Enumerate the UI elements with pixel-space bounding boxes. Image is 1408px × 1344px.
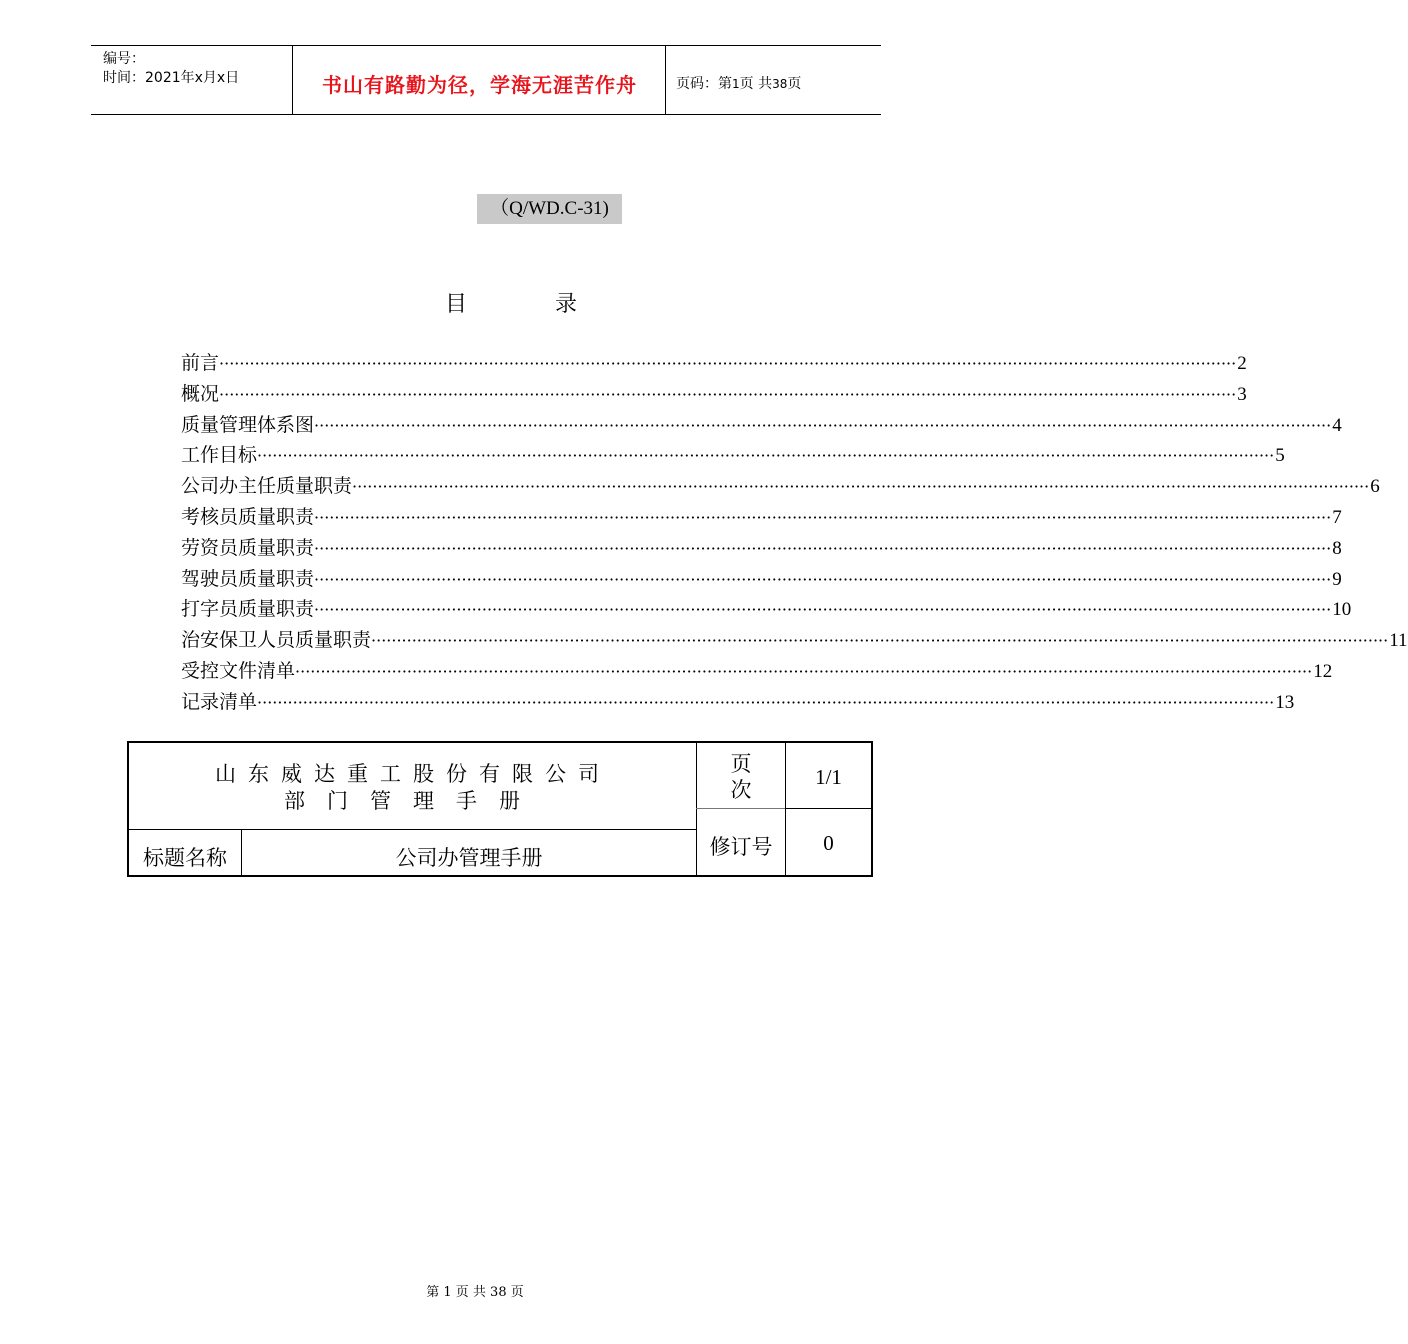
toc-entry-page: 11: [1389, 630, 1408, 652]
title-label: 标题名称: [143, 846, 227, 870]
toc-entry-page: 7: [1332, 506, 1342, 528]
company-name: [129, 761, 697, 815]
manual-info-table: [127, 741, 873, 877]
toc-entry[interactable]: [181, 440, 1285, 471]
toc-entry[interactable]: [181, 564, 1342, 595]
page-label-char: 页: [730, 752, 752, 776]
toc-leader: ········································································································································································································: [314, 415, 1332, 435]
toc-leader: ········································································································································································································: [219, 354, 1237, 373]
toc-entry-page: 13: [1275, 691, 1295, 713]
doc-date: 时间：2021年x月x日: [103, 70, 240, 86]
header-divider: [665, 46, 666, 114]
toc-leader: ········································································································································································································: [314, 538, 1332, 558]
document-code: （Q/WD.C-31): [477, 194, 622, 224]
header-motto: 书山有路勤为径，学海无涯苦作舟: [322, 73, 637, 97]
page-label-char: 次: [730, 778, 752, 802]
toc-entry[interactable]: [181, 471, 1380, 502]
toc-entry-page: 2: [1237, 353, 1247, 374]
page-middle: 页 共: [739, 76, 773, 92]
revision-label: 修订号: [709, 835, 773, 859]
page-prefix: 页码：第: [676, 76, 732, 92]
toc-entry-label: 劳资员质量职责: [181, 536, 315, 559]
toc-entry-page: 9: [1332, 568, 1342, 590]
toc-entry-label: 概况: [181, 382, 220, 405]
toc-entry-label: 考核员质量职责: [181, 505, 315, 528]
toc-entry-label: 打字员质量职责: [181, 598, 315, 621]
company-line: 山东威达重工股份有限公司: [215, 762, 611, 786]
toc-entry-label: 驾驶员质量职责: [181, 567, 315, 590]
page-value: 1/1: [815, 765, 842, 789]
toc-entry[interactable]: [181, 625, 1408, 656]
toc-entry[interactable]: [181, 379, 1247, 410]
page-header: [91, 45, 881, 115]
toc-entry-page: 8: [1332, 537, 1342, 559]
toc-entry[interactable]: [181, 687, 1295, 718]
title-value: 公司办管理手册: [395, 846, 543, 870]
toc-entry-page: 6: [1370, 476, 1380, 498]
toc-title-char: 录: [555, 292, 578, 317]
page-label: [697, 751, 785, 803]
toc-entry-page: 4: [1332, 414, 1342, 436]
toc-entry-label: 工作目标: [181, 444, 258, 467]
table-of-contents: [181, 348, 1408, 718]
toc-entry[interactable]: [181, 502, 1342, 533]
page-suffix: 页: [787, 76, 802, 92]
toc-leader: ········································································································································································································: [314, 569, 1332, 589]
toc-title: [445, 287, 577, 318]
toc-entry-page: 12: [1313, 660, 1333, 682]
table-rule: [696, 808, 785, 809]
toc-leader: ········································································································································································································: [314, 507, 1332, 527]
toc-entry-label: 记录清单: [181, 690, 258, 713]
toc-leader: ········································································································································································································: [257, 692, 1275, 712]
page-total: 38: [772, 77, 788, 91]
page-current: 1: [732, 77, 740, 91]
toc-entry[interactable]: [181, 410, 1342, 441]
toc-leader: ········································································································································································································: [219, 384, 1237, 404]
toc-entry-page: 5: [1275, 445, 1285, 467]
toc-entry-page: 3: [1237, 383, 1247, 405]
toc-entry-label: 前言: [181, 352, 220, 374]
toc-leader: ········································································································································································································: [314, 600, 1332, 620]
doc-number-label: 编号：: [103, 51, 145, 67]
toc-entry-label: 质量管理体系图: [181, 413, 315, 436]
toc-entry[interactable]: [181, 533, 1342, 564]
toc-entry[interactable]: [181, 656, 1333, 687]
toc-entry[interactable]: [181, 594, 1352, 625]
toc-leader: ········································································································································································································: [295, 661, 1313, 681]
table-rule: [785, 808, 871, 809]
revision-value: 0: [823, 831, 834, 855]
header-page-info: [676, 73, 801, 93]
toc-entry-label: 受控文件清单: [181, 659, 296, 682]
header-meta: [103, 50, 239, 88]
toc-entry-label: 公司办主任质量职责: [181, 475, 353, 498]
toc-entry-label: 治安保卫人员质量职责: [181, 629, 372, 652]
toc-leader: ········································································································································································································: [371, 631, 1389, 651]
toc-leader: ········································································································································································································: [257, 446, 1275, 466]
toc-title-char: 目: [445, 292, 468, 317]
department-manual-line: 部门管理手册: [284, 789, 542, 813]
toc-entry[interactable]: [181, 348, 1247, 379]
table-rule: [129, 829, 696, 830]
toc-entry-page: 10: [1332, 599, 1352, 621]
toc-leader: ········································································································································································································: [352, 477, 1370, 497]
page-footer: 第 1 页 共 38 页: [426, 1285, 524, 1300]
